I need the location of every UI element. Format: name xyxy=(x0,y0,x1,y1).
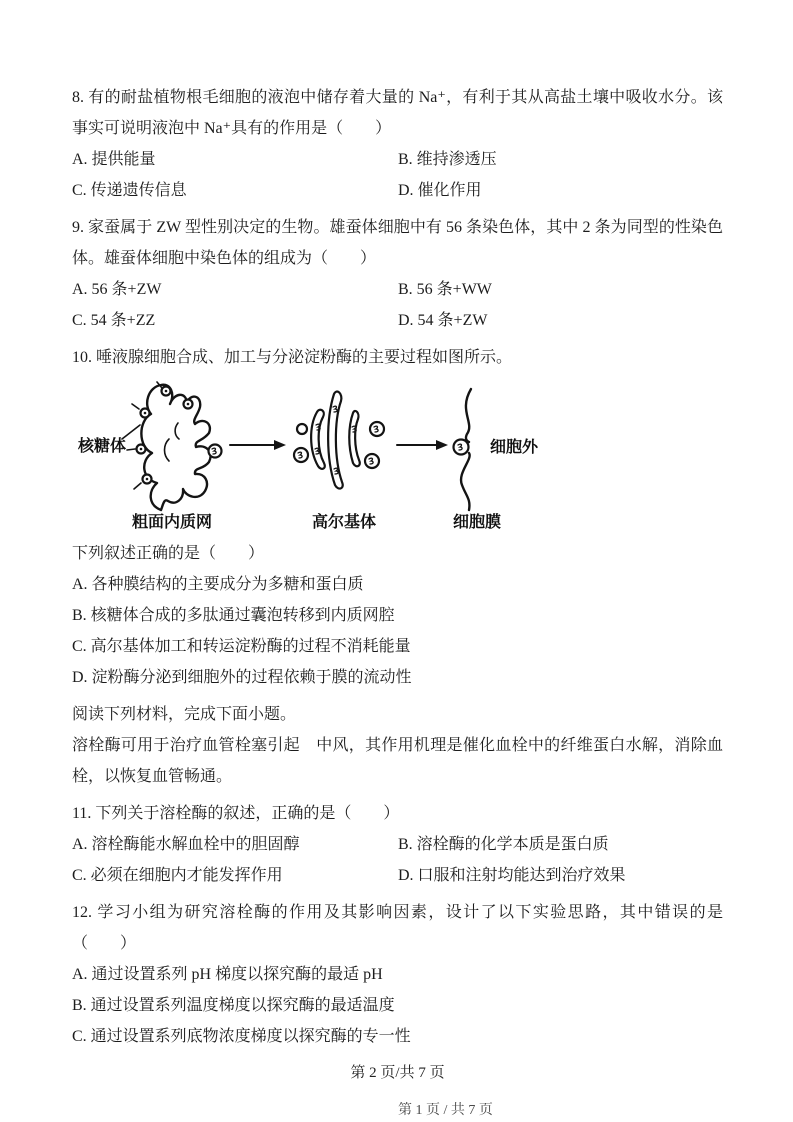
question-11-options xyxy=(72,829,723,891)
question-11 xyxy=(72,798,723,891)
question-9-option-a: A. 56 条+ZW xyxy=(72,281,162,298)
ribosome-icons xyxy=(127,382,193,489)
cell-membrane-drawing xyxy=(454,389,472,510)
question-10-options xyxy=(72,569,723,693)
question-12-option-b: B. 通过设置系列温度梯度以探究酶的最适温度 xyxy=(72,997,395,1014)
question-10-stem: 10. 唾液腺细胞合成、加工与分泌淀粉酶的主要过程如图所示。 xyxy=(72,349,513,366)
cell-membrane-label: 细胞膜 xyxy=(453,514,502,531)
rough-er-label: 粗面内质网 xyxy=(132,514,213,531)
secretion-pathway-diagram xyxy=(72,379,723,534)
secretion-pathway-svg xyxy=(72,379,552,534)
question-11-option-d: D. 口服和注射均能达到治疗效果 xyxy=(398,867,626,884)
question-10 xyxy=(72,342,723,693)
question-8-stem: 8. 有的耐盐植物根毛细胞的液泡中储存着大量的 Na⁺，有利于其从高盐土壤中吸收水分。该事实可说明液泡中 Na⁺具有的作用是（ ） xyxy=(72,89,723,137)
extracellular-label: 细胞外 xyxy=(490,439,539,456)
question-8-option-c: C. 传递遗传信息 xyxy=(72,182,187,199)
question-12 xyxy=(72,897,723,1052)
question-9 xyxy=(72,212,723,336)
question-8-options xyxy=(72,144,723,206)
question-8-option-d: D. 催化作用 xyxy=(398,182,482,199)
question-9-options xyxy=(72,274,723,336)
question-10-option-b: B. 核糖体合成的多肽通过囊泡转移到内质网腔 xyxy=(72,607,395,624)
question-11-stem: 11. 下列关于溶栓酶的叙述，正确的是（ ） xyxy=(72,805,400,822)
golgi-drawing xyxy=(294,392,384,489)
question-10-prompt: 下列叙述正确的是（ ） xyxy=(72,545,265,562)
arrow-right-icon xyxy=(230,440,286,450)
document-page-footer: 第 2 页/共 7 页 xyxy=(350,1065,445,1081)
question-12-stem: 12. 学习小组为研究溶栓酶的作用及其影响因素，设计了以下实验思路，其中错误的是（ ） xyxy=(72,904,723,952)
golgi-label: 高尔基体 xyxy=(312,514,377,531)
question-10-option-c: C. 高尔基体加工和转运淀粉酶的过程不消耗能量 xyxy=(72,638,411,655)
question-10-option-d: D. 淀粉酶分泌到细胞外的过程依赖于膜的流动性 xyxy=(72,669,412,686)
question-11-option-c: C. 必须在细胞内才能发挥作用 xyxy=(72,867,283,884)
question-9-option-b: B. 56 条+WW xyxy=(398,281,492,298)
question-11-option-b: B. 溶栓酶的化学本质是蛋白质 xyxy=(398,836,609,853)
question-12-options xyxy=(72,959,723,1052)
question-12-option-c: C. 通过设置系列底物浓度梯度以探究酶的专一性 xyxy=(72,1028,411,1045)
arrow-right-icon-2 xyxy=(397,440,448,450)
question-10-option-a: A. 各种膜结构的主要成分为多糖和蛋白质 xyxy=(72,576,364,593)
question-11-option-a: A. 溶栓酶能水解血栓中的胆固醇 xyxy=(72,836,300,853)
reading-material-intro: 阅读下列材料，完成下面小题。 xyxy=(72,706,297,723)
question-12-option-a: A. 通过设置系列 pH 梯度以探究酶的最适 pH xyxy=(72,966,383,983)
ribosome-pointer-line xyxy=(122,425,140,439)
question-8-option-b: B. 维持渗透压 xyxy=(398,151,497,168)
viewer-page-indicator: 第 1 页 / 共 7 页 xyxy=(398,1103,493,1118)
reading-material xyxy=(72,699,723,792)
reading-material-text: 溶栓酶可用于治疗血管栓塞引起 中风，其作用机理是催化血栓中的纤维蛋白水解，消除血栓，以恢复血管畅通。 xyxy=(72,737,723,785)
rough-er-drawing xyxy=(127,382,222,510)
question-9-option-c: C. 54 条+ZZ xyxy=(72,312,156,329)
question-9-option-d: D. 54 条+ZW xyxy=(398,312,488,329)
ribosome-label: 核糖体 xyxy=(78,438,127,455)
question-8 xyxy=(72,82,723,206)
question-8-option-a: A. 提供能量 xyxy=(72,151,156,168)
question-9-stem: 9. 家蚕属于 ZW 型性别决定的生物。雄蚕体细胞中有 56 条染色体，其中 2 条为同型的性染色体。雄蚕体细胞中染色体的组成为（ ） xyxy=(72,219,723,267)
